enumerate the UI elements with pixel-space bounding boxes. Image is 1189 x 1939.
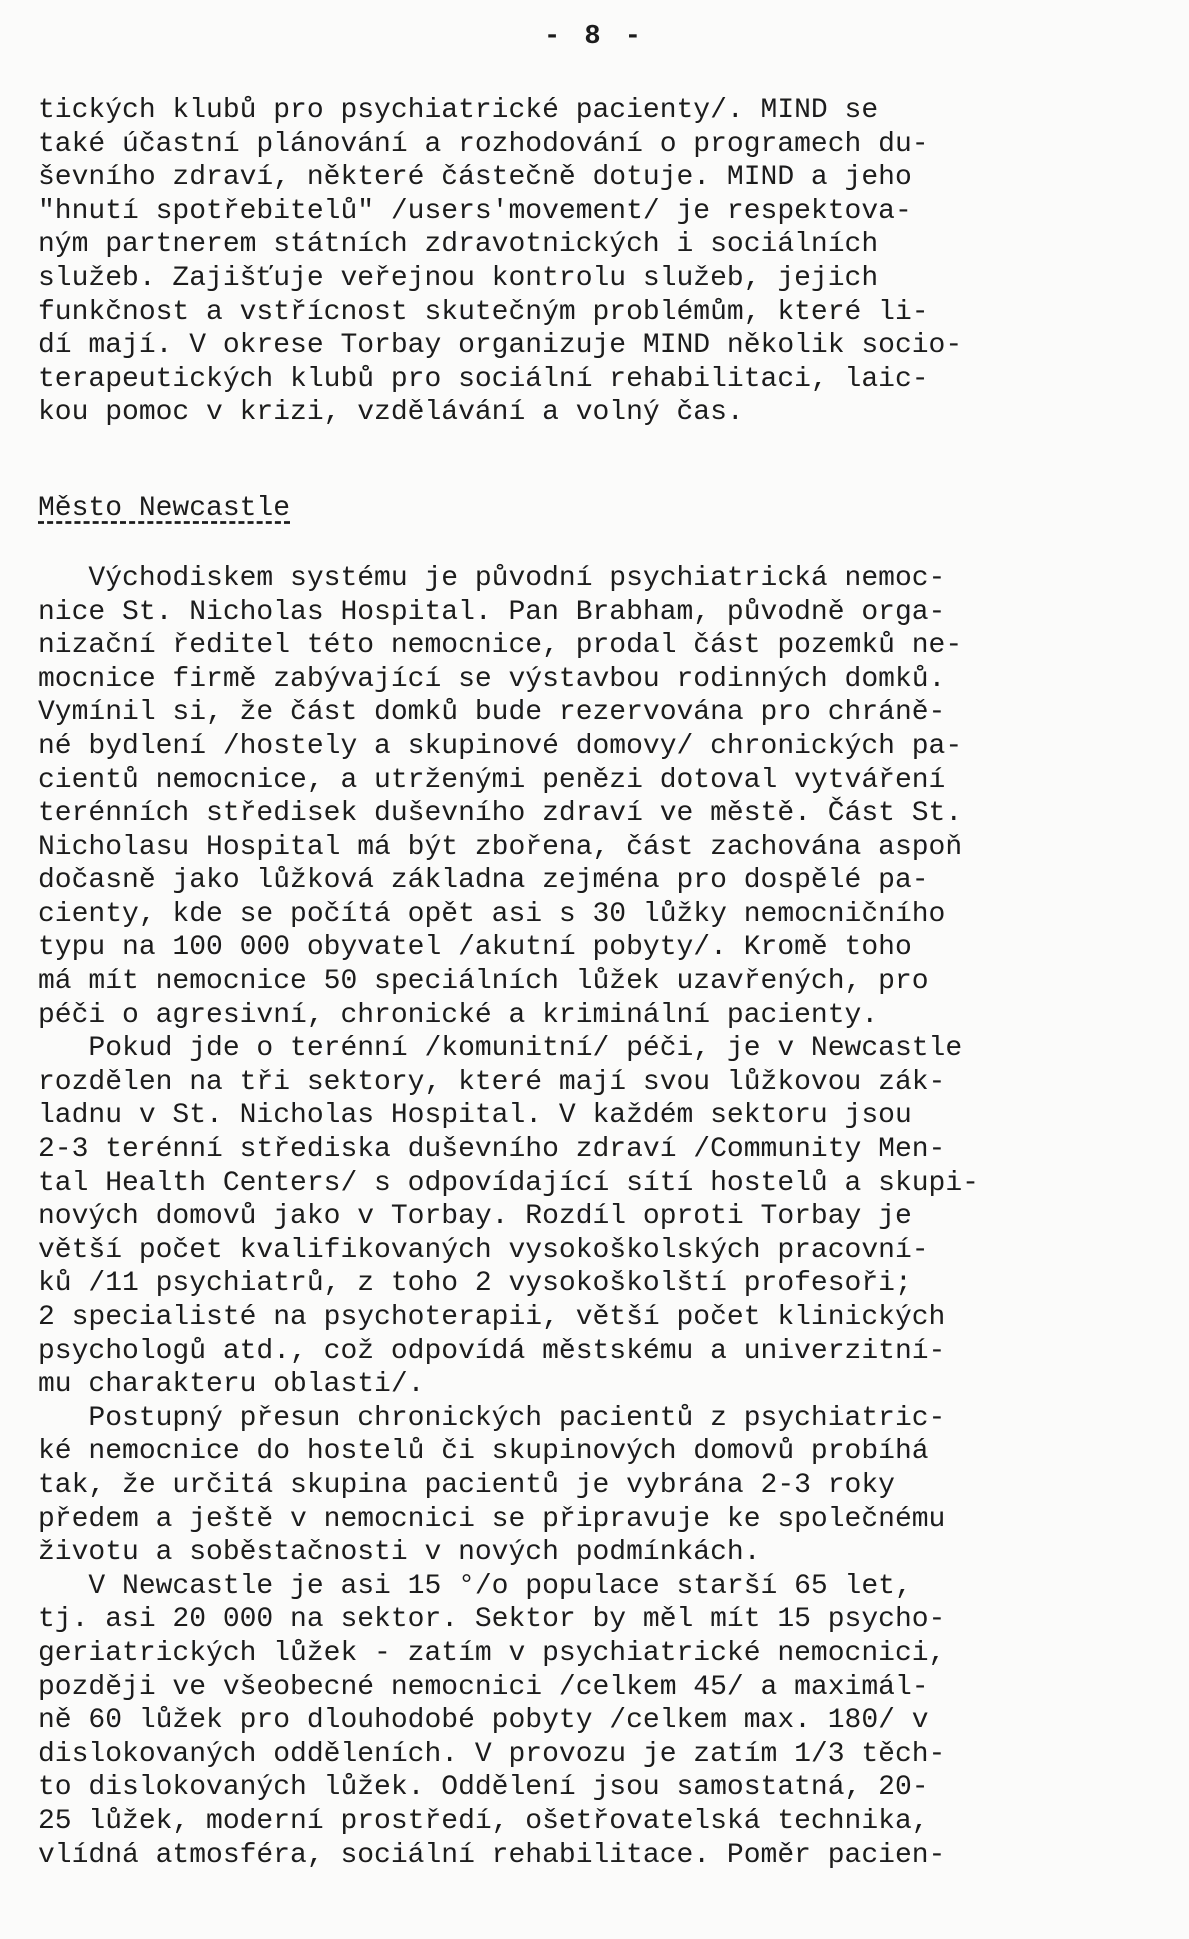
text-line: typu na 100 000 obyvatel /akutní pobyty/. Kromě toho <box>38 932 912 964</box>
text-line: Východiskem systému je původní psychiatrická nemoc- <box>38 562 946 594</box>
text-line: má mít nemocnice 50 speciálních lůžek uzavřených, pro <box>38 966 929 998</box>
section-heading-block <box>38 492 1158 526</box>
text-line: vlídná atmosféra, sociální rehabilitace. Poměr pacien- <box>38 1839 946 1871</box>
text-line: 25 lůžek, moderní prostředí, ošetřovatelská technika, <box>38 1805 929 1837</box>
text-line: nizační ředitel této nemocnice, prodal část pozemků ne- <box>38 630 963 662</box>
text-line: psychologů atd., což odpovídá městskému a univerzitní- <box>38 1335 946 1367</box>
intro-paragraph <box>38 94 1158 430</box>
text-line: kou pomoc v krizi, vzdělávání a volný čas. <box>38 397 744 429</box>
text-line: životu a soběstačnosti v nových podmínkách. <box>38 1537 761 1569</box>
text-line: geriatrických lůžek - zatím v psychiatrické nemocnici, <box>38 1637 946 1669</box>
text-line: nice St. Nicholas Hospital. Pan Brabham, původně orga- <box>38 596 946 628</box>
text-line: větší počet kvalifikovaných vysokoškolských pracovní- <box>38 1234 929 1266</box>
text-line: tj. asi 20 000 na sektor. Sektor by měl mít 15 psycho- <box>38 1604 946 1636</box>
text-line: mu charakteru oblasti/. <box>38 1369 425 1401</box>
text-line: ně 60 lůžek pro dlouhodobé pobyty /celkem max. 180/ v <box>38 1705 929 1737</box>
text-line: později ve všeobecné nemocnici /celkem 45/ a maximál- <box>38 1671 929 1703</box>
text-line: funkčnost a vstřícnost skutečným problémům, které li- <box>38 296 929 328</box>
text-line: tal Health Centers/ s odpovídající sítí hostelů a skupi- <box>38 1167 979 1199</box>
text-line: cientů nemocnice, a utrženými penězi dotoval vytváření <box>38 764 946 796</box>
text-line: terénních středisek duševního zdraví ve městě. Část St. <box>38 798 963 830</box>
document-body <box>38 94 1158 1872</box>
text-line: nových domovů jako v Torbay. Rozdíl oproti Torbay je <box>38 1201 912 1233</box>
text-line: Pokud jde o terénní /komunitní/ péči, je v Newcastle <box>38 1033 963 1065</box>
text-line: dočasně jako lůžková základna zejména pro dospělé pa- <box>38 865 929 897</box>
text-line: tických klubů pro psychiatrické pacienty/. MIND se <box>38 95 879 126</box>
text-line: ladnu v St. Nicholas Hospital. V každém sektoru jsou <box>38 1100 912 1132</box>
text-line: né bydlení /hostely a skupinové domovy/ chronických pa- <box>38 730 963 762</box>
text-line: ševního zdraví, některé částečně dotuje. MIND a jeho <box>38 162 912 194</box>
text-line: 2-3 terénní střediska duševního zdraví /Community Men- <box>38 1134 946 1166</box>
text-line: dí mají. V okrese Torbay organizuje MIND několik socio- <box>38 330 963 362</box>
text-line: mocnice firmě zabývající se výstavbou rodinných domků. <box>38 663 946 695</box>
text-line: ným partnerem státních zdravotnických i sociálních <box>38 229 879 261</box>
text-line: ké nemocnice do hostelů či skupinových domovů probíhá <box>38 1436 929 1468</box>
text-line: cienty, kde se počítá opět asi s 30 lůžky nemocničního <box>38 898 946 930</box>
text-line: také účastní plánování a rozhodování o programech du- <box>38 128 929 160</box>
text-line: Postupný přesun chronických pacientů z psychiatric- <box>38 1402 946 1434</box>
section-body <box>38 562 1158 1872</box>
text-line: 2 specialisté na psychoterapii, větší počet klinických <box>38 1302 946 1333</box>
text-line: rozdělen na tři sektory, které mají svou lůžkovou zák- <box>38 1066 946 1098</box>
text-line: Vymínil si, že část domků bude rezervována pro chráně- <box>38 697 946 729</box>
text-line: "hnutí spotřebitelů" /users'movement/ je respektova- <box>38 195 912 227</box>
text-line: péči o agresivní, chronické a kriminální pacienty. <box>38 999 879 1031</box>
text-line: to dislokovaných lůžek. Oddělení jsou samostatná, 20- <box>38 1772 929 1804</box>
text-line: terapeutických klubů pro sociální rehabilitaci, laic- <box>38 363 929 395</box>
page-number: - 8 - <box>543 22 645 52</box>
text-line: ků /11 psychiatrů, z toho 2 vysokoškolští profesoři; <box>38 1268 912 1300</box>
text-line: Nicholasu Hospital má být zbořena, část zachována aspoň <box>38 831 963 863</box>
text-line: tak, že určitá skupina pacientů je vybrána 2-3 roky <box>38 1469 895 1501</box>
section-heading: Město Newcastle <box>38 492 291 524</box>
text-line: V Newcastle je asi 15 °/o populace starší 65 let, <box>38 1570 912 1602</box>
text-line: dislokovaných odděleních. V provozu je zatím 1/3 těch- <box>38 1738 946 1770</box>
text-line: předem a ještě v nemocnici se připravuje ke společnému <box>38 1503 946 1535</box>
text-line: služeb. Zajišťuje veřejnou kontrolu služeb, jejich <box>38 262 879 294</box>
